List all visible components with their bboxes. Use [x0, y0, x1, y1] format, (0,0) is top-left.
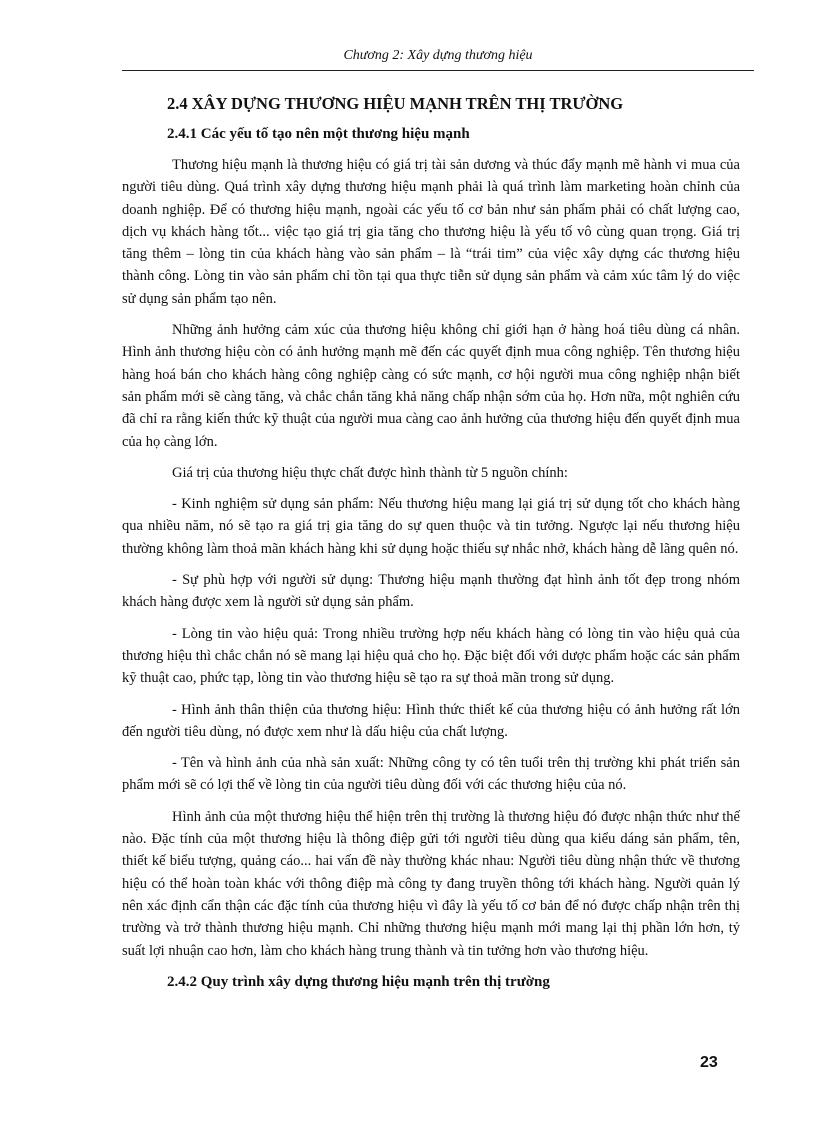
paragraph-strong-brand: Thương hiệu mạnh là thương hiệu có giá trị tài sản dương và thúc đẩy mạnh mẽ hành vi mua của người tiêu dùng. Quá trình xây dựng thương hiệu mạnh phải là quá trình làm marketing hoàn chỉnh của doanh nghiệp. Để có thương hiệu mạnh, ngoài các yếu tố cơ bản như sản phẩm phải có chất lượng cao, dịch vụ khách hàng tốt... việc tạo giá trị gia tăng cho thương hiệu là yếu tố vô cùng quan trọng. Giá trị tăng thêm – lòng tin của khách hàng vào sản phẩm – là “trái tim” của việc xây dựng các thương hiệu thành công. Lòng tin vào sản phẩm chỉ tồn tại qua thực tiễn sử dụng sản phẩm và cảm xúc tâm lý do việc sử dụng sản phẩm tạo nên. [122, 157, 740, 307]
list-item-user-fit: - Sự phù hợp với người sử dụng: Thương hiệu mạnh thường đạt hình ảnh tốt đẹp trong nhóm khách hàng được xem là người sử dụng sản phẩm. [122, 572, 740, 611]
subsection-heading-2-4-2: 2.4.2 Quy trình xây dựng thương hiệu mạnh trên thị trường [167, 973, 550, 990]
page-body [122, 90, 740, 993]
paragraph-brand-image: Hình ảnh của một thương hiệu thể hiện trên thị trường là thương hiệu đó được nhận thức như thế nào. Đặc tính của một thương hiệu là thông điệp gửi tới người tiêu dùng qua kiểu dáng sản phẩm, tên, thiết kế biểu tượng, quảng cáo... hai vấn đề này thường khác nhau: Người tiêu dùng nhận thức về thương hiệu có thể hoàn toàn khác với thông điệp mà công ty đang truyền thông tới khách hàng. Người quản lý nên xác định cẩn thận các đặc tính của thương hiệu vì đây là yếu tố cơ bản để nó được chấp nhận trên thị trường và trở thành thương hiệu mạnh. Chỉ những thương hiệu mạnh mới mang lại thị phần lớn hơn, tỷ suất lợi nhuận cao hơn, làm cho khách hàng trung thành và tin tưởng hơn vào thương hiệu. [122, 808, 740, 959]
subsection-heading-2-4-1: 2.4.1 Các yếu tố tạo nên một thương hiệu mạnh [167, 126, 470, 142]
section-heading: 2.4 XÂY DỰNG THƯƠNG HIỆU MẠNH TRÊN THỊ TRƯỜNG [167, 94, 624, 113]
list-item-efficacy-trust: - Lòng tin vào hiệu quả: Trong nhiều trường hợp nếu khách hàng có lòng tin vào hiệu quả của thương hiệu thì chắc chắn nó sẽ mang lại hiệu quả cho họ. Đặc biệt đối với dược phẩm hoặc các sản phẩm kỹ thuật cao, phức tạp, lòng tin vào thương hiệu sẽ tạo ra sự thoả mãn trong sử dụng. [122, 625, 740, 687]
paragraph-value-sources-intro: Giá trị của thương hiệu thực chất được hình thành từ 5 nguồn chính: [172, 464, 568, 481]
header-rule [122, 70, 754, 71]
paragraph-emotional-influence: Những ảnh hưởng cảm xúc của thương hiệu không chỉ giới hạn ở hàng hoá tiêu dùng cá nhân. Hình ảnh thương hiệu còn có ảnh hưởng mạnh mẽ đến các quyết định mua công nghiệp. Tên thương hiệu hàng hoá bán cho khách hàng công nghiệp càng có sức mạnh, cơ hội người mua công nghiệp nhận biết sản phẩm mới sẽ càng tăng, và chắc chắn tăng khả năng chấp nhận sớm của họ. Hơn nữa, một nghiên cứu đã chỉ ra rằng kiến thức kỹ thuật của người mua càng cao ảnh hưởng của thương hiệu đến quyết định mua của họ càng lớn. [122, 322, 740, 450]
page-number: 23 [700, 1054, 718, 1071]
running-header: Chương 2: Xây dựng thương hiệu [343, 48, 533, 63]
list-item-experience: - Kinh nghiệm sử dụng sản phẩm: Nếu thương hiệu mang lại giá trị sử dụng tốt cho khách hàng qua nhiều năm, nó sẽ tạo ra giá trị gia tăng do sự quen thuộc và tin tưởng. Ngược lại nếu thương hiệu thường không làm thoả mãn khách hàng khi sử dụng hoặc thiếu sự nhắc nhở, khách hàng dễ lãng quên nó. [122, 496, 740, 557]
list-item-manufacturer: - Tên và hình ảnh của nhà sản xuất: Những công ty có tên tuổi trên thị trường khi phát triển sản phẩm mới sẽ có lợi thế về lòng tin của người tiêu dùng đối với các thương hiệu của nó. [122, 755, 740, 794]
list-item-friendly-image: - Hình ảnh thân thiện của thương hiệu: Hình thức thiết kế của thương hiệu có ảnh hưởng rất lớn đến người tiêu dùng, nó được xem như là dấu hiệu của chất lượng. [122, 701, 740, 740]
